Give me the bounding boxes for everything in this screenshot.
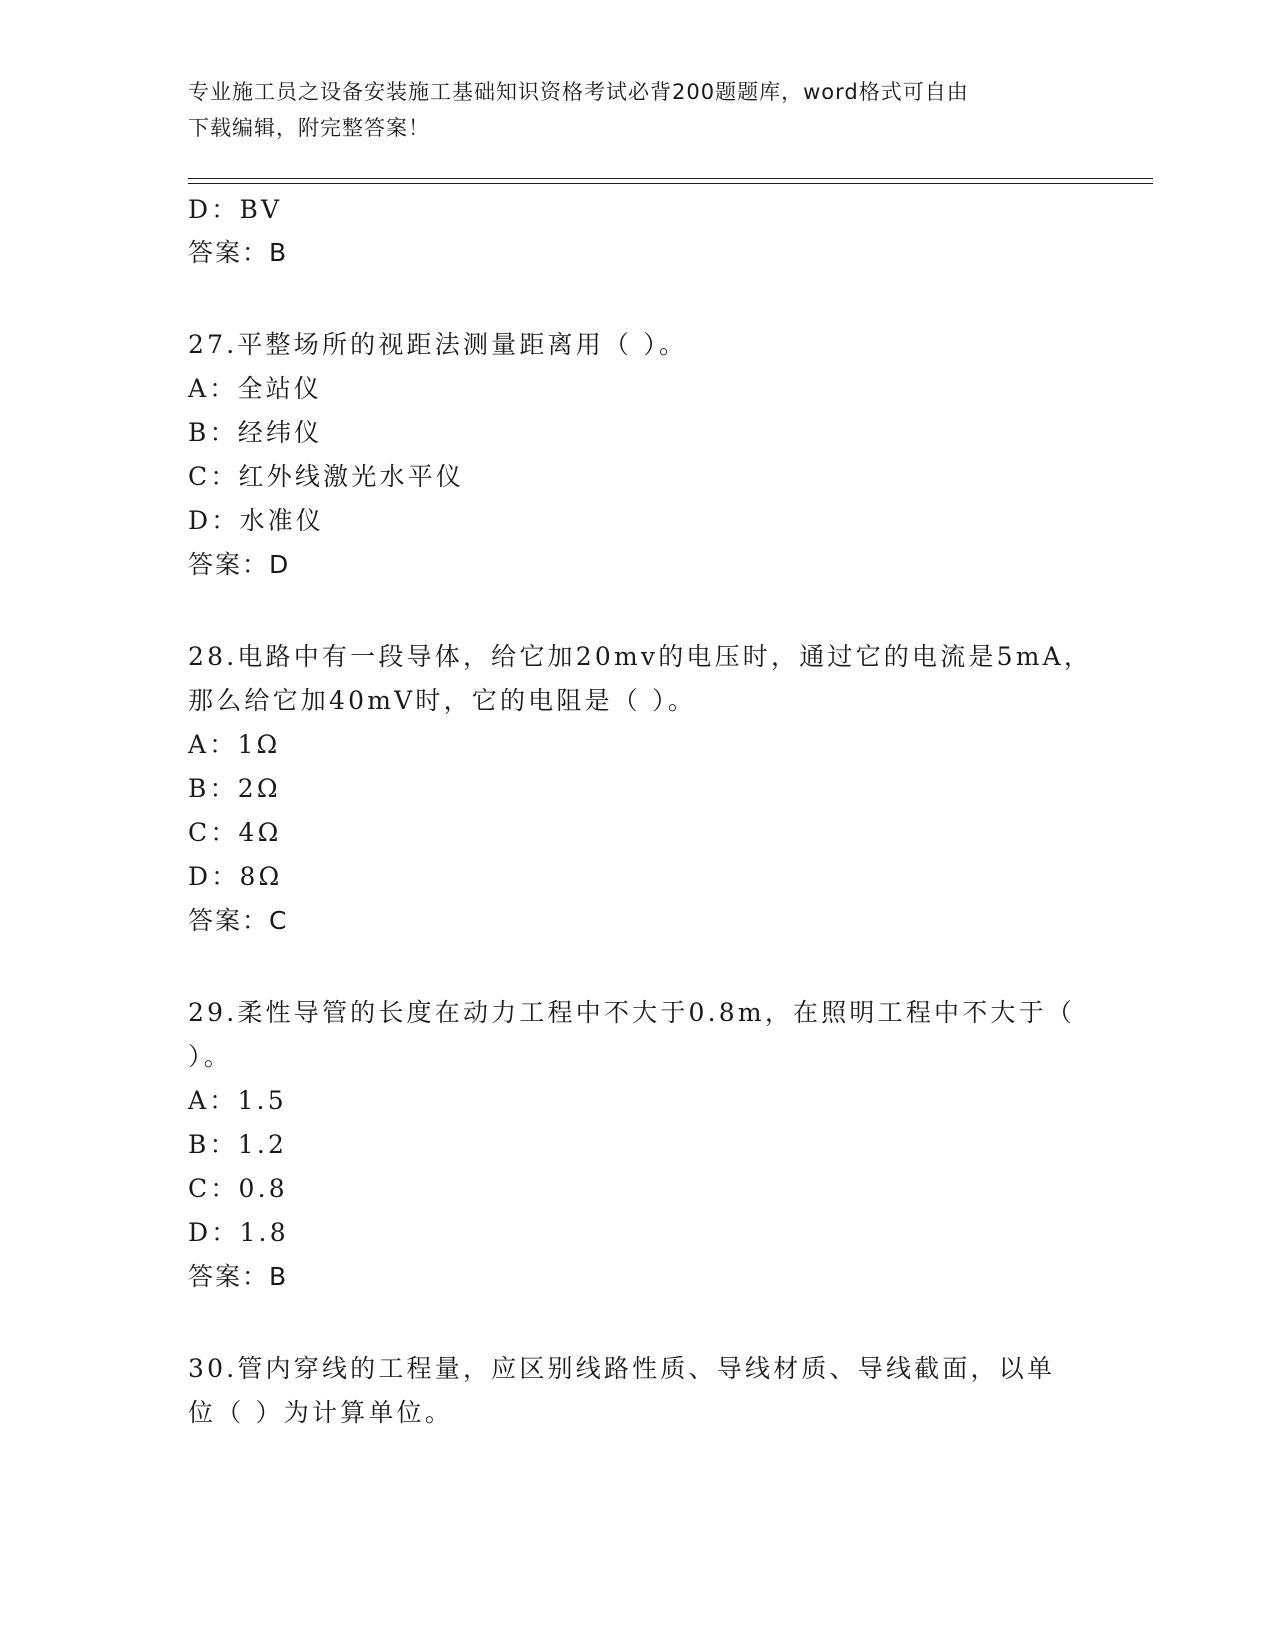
question-28-option-c: C：4Ω bbox=[188, 818, 282, 847]
question-29-option-d: D：1.8 bbox=[188, 1218, 289, 1247]
question-28-answer: 答案：C bbox=[188, 906, 289, 935]
question-27-option-d: D：水准仪 bbox=[188, 506, 325, 535]
question-28-option-a: A：1Ω bbox=[188, 730, 281, 759]
question-28-stem-line-1: 28.电路中有一段导体，给它加20mv的电压时，通过它的电流是5mA， bbox=[188, 642, 1093, 671]
question-28-stem-line-2: 那么给它加40mV时，它的电阻是（ ）。 bbox=[188, 686, 697, 715]
question-29-stem-line-2: ）。 bbox=[188, 1042, 232, 1071]
question-28-option-d: D：8Ω bbox=[188, 862, 283, 891]
document-header bbox=[188, 74, 1068, 146]
question-27-option-c: C：红外线激光水平仪 bbox=[188, 462, 465, 491]
question-27-option-a: A：全站仪 bbox=[188, 374, 323, 403]
answer-line: 答案：B bbox=[188, 238, 289, 267]
question-29-stem-line-1: 29.柔性导管的长度在动力工程中不大于0.8m，在照明工程中不大于（ bbox=[188, 998, 1076, 1027]
question-29-option-b: B：1.2 bbox=[188, 1130, 288, 1159]
header-divider-bottom bbox=[188, 183, 1153, 184]
question-27-stem: 27.平整场所的视距法测量距离用（ ）。 bbox=[188, 330, 688, 359]
header-line-2: 下载编辑，附完整答案！ bbox=[188, 116, 430, 140]
option-d: D：BV bbox=[188, 195, 283, 224]
question-27-answer: 答案：D bbox=[188, 550, 291, 579]
question-27-option-b: B：经纬仪 bbox=[188, 418, 323, 447]
header-divider-top bbox=[188, 178, 1153, 179]
question-29-answer: 答案：B bbox=[188, 1262, 289, 1291]
question-29-option-c: C：0.8 bbox=[188, 1174, 288, 1203]
question-30-stem-line-1: 30.管内穿线的工程量，应区别线路性质、导线材质、导线截面，以单 bbox=[188, 1354, 1056, 1383]
question-29-option-a: A：1.5 bbox=[188, 1086, 287, 1115]
header-line-1: 专业施工员之设备安装施工基础知识资格考试必背200题题库，word格式可自由 bbox=[188, 80, 969, 104]
question-28-option-b: B：2Ω bbox=[188, 774, 281, 803]
question-30-stem-line-2: 位（ ）为计算单位。 bbox=[188, 1398, 453, 1427]
